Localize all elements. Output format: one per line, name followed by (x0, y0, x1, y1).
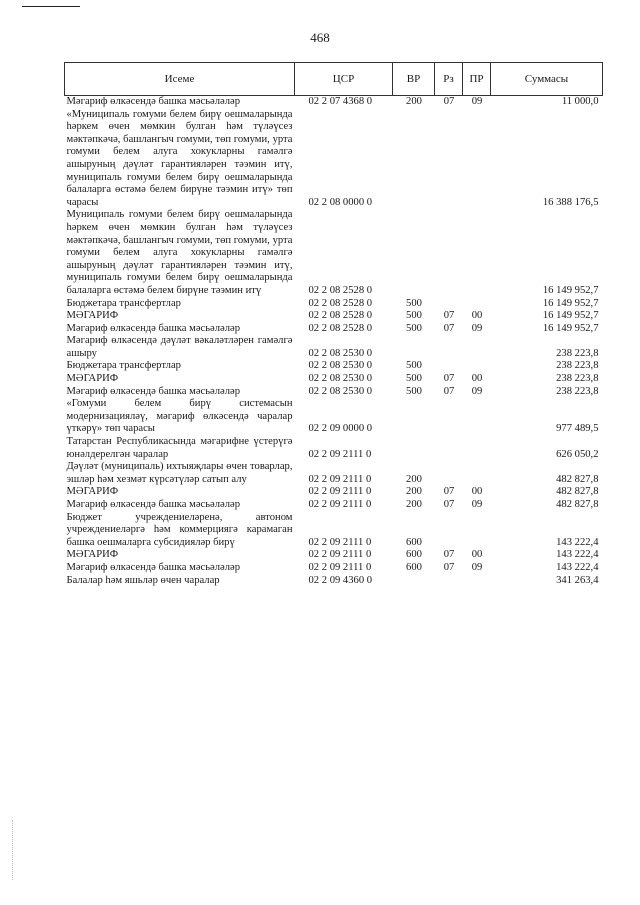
table-row (65, 335, 603, 360)
cell-pr: 09 (471, 499, 483, 510)
cell-csr: 02 2 08 2528 0 (308, 322, 373, 334)
cell-rz (435, 335, 463, 360)
cell-rz: 07 (443, 549, 455, 561)
table-row (65, 436, 603, 461)
cell-csr: 02 2 09 0000 0 (308, 423, 373, 435)
header-vr: ВР (393, 63, 435, 96)
cell-rz (435, 512, 463, 550)
cell-rz: 07 (443, 499, 455, 510)
cell-pr: 00 (471, 549, 483, 561)
cell-name: МӘГАРИФ (66, 549, 119, 561)
cell-csr: 02 2 09 2111 0 (308, 536, 372, 548)
cell-pr (463, 360, 491, 373)
cell-vr: 600 (406, 561, 422, 573)
margin-dots (12, 820, 15, 880)
cell-name: Мәгариф өлкәсендә башка мәсьәләләр (66, 96, 241, 107)
cell-name: Бюджет учреждениеләренә, автоном учреждениеләргә һәм коммерциягә карамаган башка оешмаларга субсидияләр бирү (66, 511, 293, 548)
page-number: 468 (310, 30, 330, 45)
cell-vr: 200 (406, 499, 422, 510)
cell-sum: 482 827,8 (556, 473, 599, 485)
budget-table (64, 62, 603, 587)
cell-pr (463, 575, 491, 588)
cell-rz: 07 (443, 385, 455, 397)
cell-csr: 02 2 08 2528 0 (308, 310, 373, 322)
cell-name: Мәгариф өлкәсендә башка мәсьәләләр (66, 385, 241, 397)
cell-name: Мәгариф өлкәсендә башка мәсьәләләр (66, 322, 241, 334)
cell-vr: 200 (406, 486, 422, 498)
cell-vr: 200 (406, 96, 422, 107)
cell-pr (463, 461, 491, 486)
cell-vr: 500 (406, 322, 422, 334)
cell-sum: 16 149 952,7 (542, 310, 599, 322)
cell-sum: 143 222,4 (556, 561, 599, 573)
table-header-row (65, 63, 603, 96)
table-body (65, 96, 603, 588)
cell-csr: 02 2 08 2530 0 (308, 373, 373, 385)
cell-name: «Гомуми белем бирү системасын модернизацияләү, мәгариф өлкәсендә чаралар үткәрү» төп чарасы (66, 398, 293, 435)
cell-sum: 626 050,2 (556, 448, 599, 460)
cell-csr: 02 2 07 4368 0 (308, 96, 373, 107)
cell-name: МӘГАРИФ (66, 310, 119, 322)
cell-rz (435, 461, 463, 486)
cell-sum: 11 000,0 (561, 96, 599, 107)
cell-csr: 02 2 09 2111 0 (308, 499, 372, 510)
table-row (65, 373, 603, 386)
cell-rz (435, 398, 463, 436)
cell-name: Дәүләт (муниципаль) ихтыяҗлары өчен товарлар, эшләр һәм хезмәт күрсәтүләр сатып алу (66, 461, 293, 485)
cell-pr: 00 (471, 486, 483, 498)
cell-sum: 16 149 952,7 (542, 297, 599, 309)
table-row (65, 486, 603, 499)
cell-rz: 07 (443, 373, 455, 385)
cell-name: МӘГАРИФ (66, 373, 119, 385)
cell-rz: 07 (443, 310, 455, 322)
cell-pr (463, 398, 491, 436)
cell-rz: 07 (443, 486, 455, 498)
header-csr: ЦСР (295, 63, 393, 96)
table-row (65, 310, 603, 323)
cell-csr: 02 2 09 2111 0 (308, 549, 372, 561)
header-pr: ПР (463, 63, 491, 96)
cell-vr (393, 575, 435, 588)
cell-rz (435, 209, 463, 297)
table-row (65, 386, 603, 399)
cell-rz: 07 (443, 322, 455, 334)
table-row (65, 562, 603, 575)
cell-sum: 143 222,4 (556, 536, 599, 548)
cell-sum: 238 223,8 (556, 360, 599, 372)
cell-vr: 600 (406, 536, 422, 548)
cell-csr: 02 2 08 2528 0 (308, 297, 373, 309)
cell-sum: 143 222,4 (556, 549, 599, 561)
table-row (65, 209, 603, 297)
cell-vr: 600 (406, 549, 422, 561)
cell-name: Татарстан Республикасында мәгарифне үстерүгә юнәлдерелгән чаралар (66, 436, 293, 460)
cell-name: Мәгариф өлкәсендә башка мәсьәләләр (66, 561, 241, 573)
cell-vr (393, 209, 435, 297)
cell-sum: 238 223,8 (556, 373, 599, 385)
cell-name: «Муниципаль гомуми белем бирү оешмаларында һәркем өчен мөмкин булган һәм түләүсез мәктәпкәчә, башлангыч гомуми, төп гомуми, урта гомуми белем алуга хокукларны гамәлгә ашыруның дәүләт гарантияләрен тәэмин итү, муниципаль гомуми белем бирү оешмаларында балаларга өстәмә белем бирүне тәэмин итү» төп чарасы (66, 108, 293, 208)
cell-pr: 09 (471, 561, 483, 573)
top-rule (22, 6, 80, 7)
header-sum: Суммасы (491, 63, 603, 96)
cell-pr: 00 (471, 373, 483, 385)
cell-vr: 500 (406, 310, 422, 322)
cell-name: Бюджетара трансфертлар (66, 360, 181, 372)
cell-name: Балалар һәм яшьләр өчен чаралар (66, 574, 220, 586)
table-row (65, 96, 603, 109)
cell-vr: 500 (406, 385, 422, 397)
table-row (65, 461, 603, 486)
cell-csr: 02 2 08 2530 0 (308, 360, 373, 372)
table-row (65, 298, 603, 311)
table-row (65, 512, 603, 550)
table-row (65, 323, 603, 336)
cell-vr (393, 335, 435, 360)
cell-sum: 16 149 952,7 (542, 284, 599, 296)
cell-csr: 02 2 08 2528 0 (308, 284, 373, 296)
cell-rz: 07 (443, 96, 455, 107)
table-row (65, 398, 603, 436)
cell-pr: 00 (471, 310, 483, 322)
cell-rz (435, 109, 463, 210)
cell-vr (393, 398, 435, 436)
cell-vr (393, 109, 435, 210)
cell-sum: 16 149 952,7 (542, 322, 599, 334)
cell-csr: 02 2 09 2111 0 (308, 448, 372, 460)
cell-pr (463, 298, 491, 311)
cell-name: Мәгариф өлкәсендә башка мәсьәләләр (66, 499, 241, 510)
table-row (65, 360, 603, 373)
cell-name: Муниципаль гомуми белем бирү оешмаларында һәркем өчен мөмкин булган һәм түләүсез мәктәпкәчә, башлангыч гомуми, төп гомуми, урта гомуми белем алуга хокукларны гамәлгә ашыруның дәүләт гарантияләрен тәэмин итү, муниципаль гомуми белем бирү оешмаларында балаларга өстәмә белем бирүне тәэмин итү (66, 209, 293, 296)
header-name: Исеме (65, 63, 295, 96)
cell-vr (393, 436, 435, 461)
cell-name: Мәгариф өлкәсендә дәүләт вәкаләтләрен гамәлгә ашыру (66, 335, 293, 359)
cell-pr (463, 109, 491, 210)
cell-vr: 500 (406, 360, 422, 372)
cell-sum: 16 388 176,5 (542, 196, 599, 208)
cell-rz (435, 575, 463, 588)
cell-pr: 09 (471, 96, 483, 107)
cell-vr: 500 (406, 297, 422, 309)
cell-pr (463, 335, 491, 360)
cell-sum: 238 223,8 (556, 347, 599, 359)
table-row (65, 575, 603, 588)
cell-vr: 500 (406, 373, 422, 385)
cell-csr: 02 2 08 2530 0 (308, 347, 373, 359)
cell-rz (435, 436, 463, 461)
cell-csr: 02 2 08 2530 0 (308, 385, 373, 397)
cell-sum: 482 827,8 (556, 499, 599, 510)
cell-csr: 02 2 09 2111 0 (308, 486, 372, 498)
header-rz: Рз (435, 63, 463, 96)
cell-pr: 09 (471, 385, 483, 397)
cell-pr: 09 (471, 322, 483, 334)
cell-csr: 02 2 08 0000 0 (308, 196, 373, 208)
cell-pr (463, 512, 491, 550)
cell-vr: 200 (406, 473, 422, 485)
cell-rz: 07 (443, 561, 455, 573)
cell-name: МӘГАРИФ (66, 486, 119, 498)
cell-rz (435, 298, 463, 311)
table-row (65, 549, 603, 562)
cell-name: Бюджетара трансфертлар (66, 297, 181, 309)
cell-csr: 02 2 09 2111 0 (308, 561, 372, 573)
cell-csr: 02 2 09 4360 0 (308, 574, 373, 586)
table-row (65, 499, 603, 512)
cell-csr: 02 2 09 2111 0 (308, 473, 372, 485)
table-row (65, 109, 603, 210)
cell-rz (435, 360, 463, 373)
cell-sum: 238 223,8 (556, 385, 599, 397)
cell-pr (463, 436, 491, 461)
cell-sum: 341 263,4 (556, 574, 599, 586)
cell-sum: 977 489,5 (556, 423, 599, 435)
cell-pr (463, 209, 491, 297)
cell-sum: 482 827,8 (556, 486, 599, 498)
